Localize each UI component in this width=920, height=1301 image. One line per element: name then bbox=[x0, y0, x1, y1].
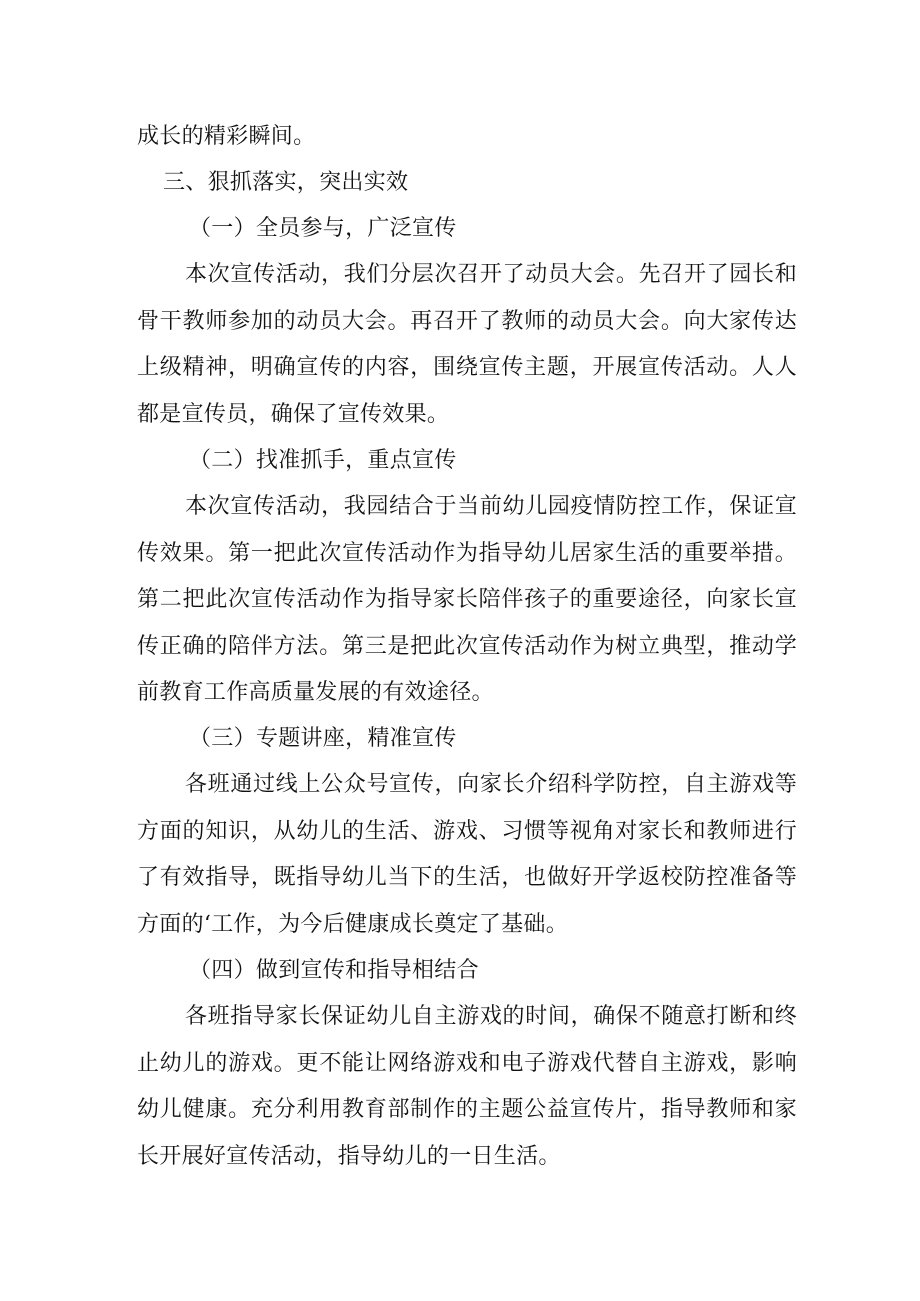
subsection-paragraph-1: 本次宣传活动，我们分层次召开了动员大会。先召开了园长和骨干教师参加的动员大会。再召开了教师的动员大会。向大家传达上级精神，明确宣传的内容，围绕宣传主题，开展宣传活动。人人都是宣传员，确保了宣传效果。 bbox=[137, 262, 797, 427]
subsection-paragraph-3: 各班通过线上公众号宣传，向家长介绍科学防控，自主游戏等方面的知识，从幼儿的生活、游戏、习惯等视角对家长和教师进行了有效指导，既指导幼儿当下的生活，也做好开学返校防控准备等方面的‘工作，为今后健康成长奠定了基础。 bbox=[137, 772, 797, 937]
subsection-heading-4: （四）做到宣传和指导相结合 bbox=[189, 958, 479, 983]
subsection-paragraph-4: 各班指导家长保证幼儿自主游戏的时间，确保不随意打断和终止幼儿的游戏。更不能让网络游戏和电子游戏代替自主游戏，影响幼儿健康。充分利用教育部制作的主题公益宣传片，指导教师和家长开展好宣传活动，指导幼儿的一日生活。 bbox=[137, 1004, 797, 1169]
section-heading: 三、狠抓落实，突出实效 bbox=[163, 170, 409, 195]
subsection-heading-1: （一）全员参与，广泛宣传 bbox=[189, 216, 457, 241]
subsection-heading-2: （二）找准抓手，重点宣传 bbox=[189, 448, 457, 473]
subsection-paragraph-2: 本次宣传活动，我园结合于当前幼儿园疫情防控工作，保证宣传效果。第一把此次宣传活动作为指导幼儿居家生活的重要举措。第二把此次宣传活动作为指导家长陪伴孩子的重要途径，向家长宣传正确的陪伴方法。第三是把此次宣传活动作为树立典型，推动学前教育工作高质量发展的有效途径。 bbox=[137, 494, 797, 705]
continuation-paragraph: 成长的精彩瞬间。 bbox=[137, 124, 316, 149]
subsection-heading-3: （三）专题讲座，精准宣传 bbox=[189, 726, 457, 751]
